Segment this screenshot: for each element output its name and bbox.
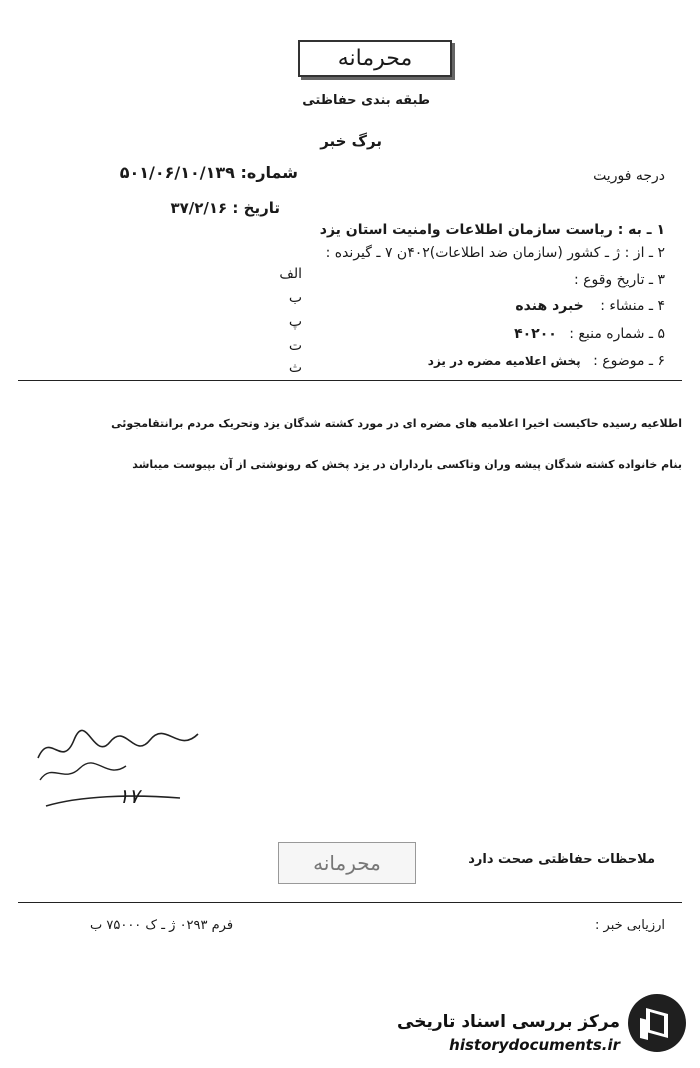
date-row bbox=[120, 199, 280, 217]
handwritten-note bbox=[30, 710, 210, 820]
source-value: خبرد هنده bbox=[515, 298, 584, 314]
subject-label: ۶ ـ موضوع : bbox=[593, 353, 665, 369]
urgency-label: درجه فوریت bbox=[593, 168, 665, 184]
recipient-item: ب bbox=[288, 290, 302, 306]
number-value: ۵۰۱/۰۶/۱۰/۱۳۹ bbox=[119, 163, 235, 182]
bottom-stamp-text: محرمانه bbox=[313, 851, 381, 875]
field-to: ۱ ـ به : ریاست سازمان اطلاعات وامنیت استان یزد bbox=[319, 222, 665, 238]
date-label: تاریخ : bbox=[232, 199, 280, 217]
subject-value: پخش اعلامیه مضره در یزد bbox=[427, 354, 581, 368]
form-code: فرم ۰۲۹۳ ژ ـ ک ۷۵۰۰۰ ب bbox=[90, 918, 234, 933]
footer-divider bbox=[18, 902, 682, 903]
body-line-2: بنام خانواده کشته شدگان پیشه وران وتاکسی بارداران در یزد پخش که رونوشتی از آن بپیوست میباشد bbox=[132, 458, 682, 471]
recipient-item: ث bbox=[288, 360, 302, 376]
body-line-1: اطلاعیه رسیده حاکیست اخیرا اعلامیه های مضره ای در مورد کشته شدگان یزد وتحریک مردم برانتقامجوئی bbox=[111, 417, 682, 430]
source-number-label: ۵ ـ شماره منبع : bbox=[569, 326, 665, 342]
field-from: ۲ ـ از : ژ ـ کشور (سازمان ضد اطلاعات)۴۰۲ن ۷ ـ گیرنده : bbox=[325, 245, 665, 261]
top-stamp-text: محرمانه bbox=[337, 46, 413, 71]
watermark-logo bbox=[628, 994, 686, 1052]
bottom-stamp bbox=[278, 842, 416, 884]
recipient-item: الف bbox=[279, 266, 302, 282]
remarks-text: ملاحظات حفاظتی صحت دارد bbox=[468, 852, 655, 867]
header-divider bbox=[18, 380, 682, 381]
classification-label: طبقه بندی حفاظتی bbox=[302, 93, 430, 108]
recipient-item: ت bbox=[288, 338, 302, 354]
field-source-number bbox=[514, 326, 665, 342]
document-fold-icon bbox=[628, 994, 686, 1052]
recipient-item: پ bbox=[288, 314, 302, 330]
form-title: برگ خبر bbox=[320, 132, 382, 150]
field-occurrence-date: ۳ ـ تاریخ وقوع : bbox=[573, 272, 665, 288]
number-label: شماره: bbox=[240, 163, 298, 182]
date-value: ۳۷/۲/۱۶ bbox=[170, 199, 228, 217]
source-label: ۴ ـ منشاء : bbox=[600, 298, 665, 314]
handwritten-number: ۱۷ bbox=[118, 784, 140, 808]
evaluation-label: ارزیابی خبر : bbox=[595, 918, 665, 933]
source-number-value: ۴۰۲۰۰ bbox=[514, 326, 557, 342]
field-subject bbox=[428, 353, 665, 369]
top-stamp bbox=[298, 40, 452, 77]
watermark-url: historydocuments.ir bbox=[449, 1036, 620, 1054]
watermark-title: مرکز بررسی اسناد تاریخی bbox=[397, 1012, 620, 1032]
number-row bbox=[98, 163, 298, 182]
field-source bbox=[515, 298, 665, 314]
